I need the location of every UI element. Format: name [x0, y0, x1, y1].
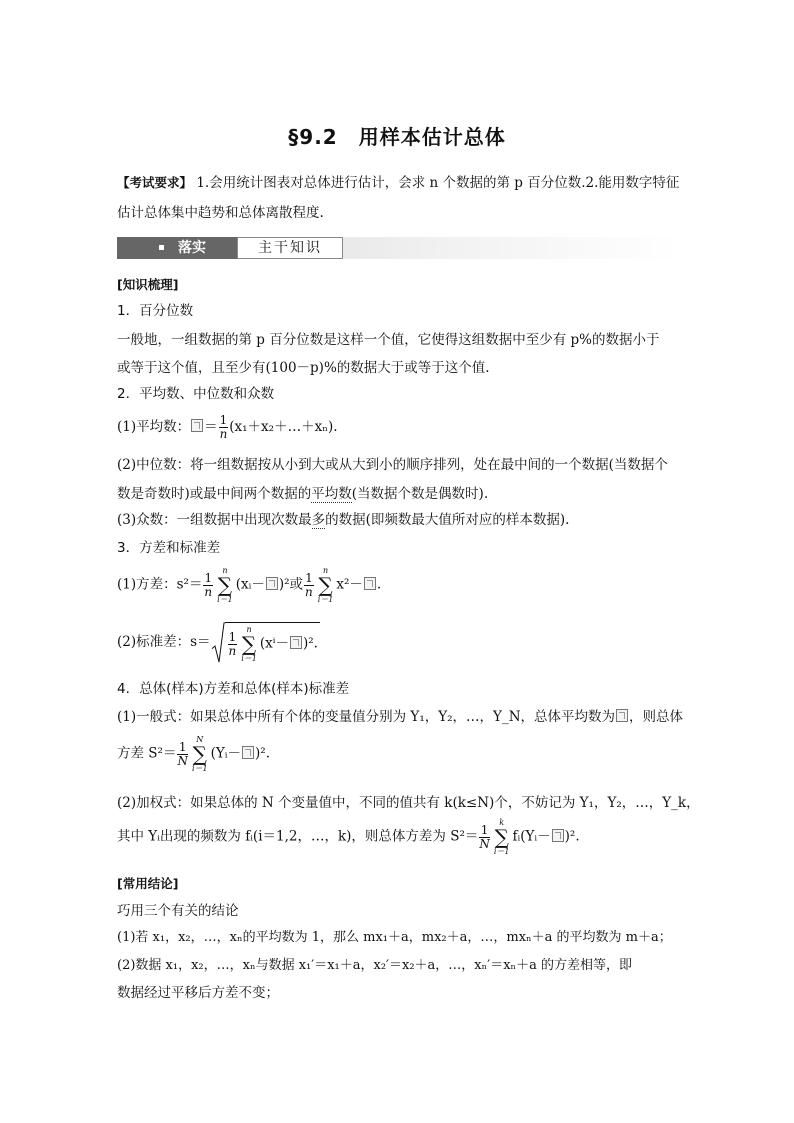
conclusion-1: (1)若 x₁，x₂，…，xₙ的平均数为 1，那么 mx₁＋a，mx₂＋a，…，mxₙ＋a 的平均数为 m＋a；: [117, 930, 672, 945]
median-line-2: [117, 481, 679, 507]
section-4-title: 4．总体(样本)方差和总体(样本)标准差: [117, 681, 350, 697]
weighted-line-1: (2)加权式：如果总体的 N 个变量值中，不同的值共有 k(k≤N)个，不妨记为 Y₁，Y₂，…，Y_k，: [117, 795, 700, 811]
radical-sign-icon: [211, 622, 225, 663]
mode-underlined: 多: [311, 512, 326, 528]
stddev-tail: )².: [302, 635, 318, 652]
requirement-tag: 【考试要求】: [117, 175, 193, 190]
sum-top: N: [196, 735, 204, 744]
y-bar-symbol-icon: [616, 709, 628, 722]
section-1-line-1: 一般地，一组数据的第 p 百分位数是这样一个值，它使得这组数据中至少有 p%的数据小于: [117, 332, 660, 348]
conclusion-2-line-2: 数据经过平移后方差不变；: [117, 985, 279, 1001]
weighted-line-2-mid: fᵢ(Yᵢ－: [512, 828, 551, 845]
mode-text-c: 的数据(即频数最大值所对应的样本数据).: [325, 512, 570, 528]
conclusions-intro: 巧用三个有关的结论: [117, 903, 239, 919]
stddev-inner: (xⁱ－: [259, 635, 289, 652]
section-banner: [117, 237, 679, 259]
mode-line: [117, 507, 679, 533]
summation-symbol: n ∑ i＝1: [317, 566, 334, 604]
frac-num: 1: [228, 629, 237, 644]
frac-num: 1: [178, 739, 187, 754]
frac-den: N: [177, 753, 188, 768]
frac-den: n: [305, 584, 313, 599]
median-line-1: (2)中位数：将一组数据按从小到大或从大到小的顺序排列，处在最中间的一个数据(当数据个: [117, 457, 668, 473]
summation-symbol: k ∑ i＝1: [493, 818, 510, 856]
median-text-c: (当数据个数是偶数时).: [351, 486, 489, 502]
population-variance-formula: [117, 735, 270, 773]
x-bar-symbol-icon: [266, 577, 278, 590]
section-2-title: 2．平均数、中位数和众数: [117, 386, 275, 402]
mean-expression: (x₁＋x₂＋…＋xₙ).: [229, 419, 338, 435]
general-line-2-label: 方差 S²＝: [117, 745, 177, 762]
banner-right: 主干知识: [237, 237, 343, 259]
banner-left-label: 落实: [178, 240, 206, 256]
general-line-1: [117, 704, 684, 730]
x-bar-squared-symbol-icon: [364, 577, 376, 590]
weighted-variance-formula: [117, 818, 580, 856]
sum-bottom: i＝1: [493, 847, 510, 856]
general-line-2-end: )².: [255, 745, 270, 762]
weighted-line-2-label: 其中 Yᵢ出现的频数为 fᵢ(i＝1,2，…，k)，则总体方差为 S²＝: [117, 828, 479, 845]
sum-top: n: [246, 625, 252, 634]
y-bar-symbol-icon: [552, 829, 564, 842]
section-3-title: 3．方差和标准差: [117, 540, 221, 556]
sum-top: k: [499, 818, 505, 827]
banner-left: [117, 237, 237, 259]
summation-symbol: n ∑ i＝1: [217, 566, 233, 604]
variance-formula: (1)方差：s²＝ $\frac{1}{n}$ n ∑ i＝1 (xᵢ－ )²或 $\frac{1}{n}$ n ∑ i＝1 x²－ .: [117, 566, 382, 604]
sum-bottom: i＝1: [191, 764, 208, 773]
section-1-title: 1．百分位数: [117, 303, 194, 319]
fraction-1-over-N: [177, 741, 188, 768]
fraction-1-over-n: [304, 572, 314, 599]
mean-label: (1)平均数：: [117, 419, 191, 435]
knowledge-header: [知识梳理]: [117, 277, 179, 292]
frac-num: 1: [305, 570, 313, 585]
stddev-label: (2)标准差：s＝: [117, 634, 211, 650]
square-root: [211, 622, 320, 663]
general-line-2-mid: (Yᵢ－: [210, 745, 242, 762]
variance-tail: x²－: [336, 576, 363, 593]
fraction-1-over-n: [203, 572, 213, 599]
sum-bottom: i＝1: [317, 595, 334, 604]
sum-bottom: i＝1: [241, 654, 257, 663]
mode-text-a: (3)众数：一组数据中出现次数最: [117, 512, 312, 528]
exam-requirement: [117, 168, 681, 228]
frac-den: n: [204, 584, 213, 599]
frac-num: 1: [219, 413, 228, 427]
sum-top: n: [322, 566, 329, 575]
weighted-line-2-end: )².: [564, 828, 580, 845]
sum-top: n: [222, 566, 228, 575]
requirement-line-1: 1.会用统计图表对总体进行估计，会求 n 个数据的第 p 百分位数.2.能用数字特征: [196, 175, 680, 191]
x-bar-symbol-icon: [290, 636, 302, 649]
mean-formula: (1)平均数： ＝ $\frac{1}{n}$ (x₁＋x₂＋…＋xₙ).: [117, 413, 338, 441]
fraction-1-over-n: [228, 631, 238, 658]
summation-symbol: N ∑ i＝1: [191, 735, 208, 773]
median-text-a: 数是奇数时)或最中间两个数据的: [117, 486, 312, 502]
square-bullet-icon: [159, 245, 164, 250]
requirement-line-2: 估计总体集中趋势和总体离散程度.: [117, 205, 324, 221]
frac-num: 1: [480, 822, 489, 837]
variance-label: (1)方差：s²＝: [117, 576, 203, 593]
summation-symbol: n ∑ i＝1: [241, 625, 257, 663]
y-bar-symbol-icon: [242, 746, 254, 759]
variance-mid: (xᵢ－: [235, 576, 265, 593]
conclusions-header: [常用结论]: [117, 876, 179, 891]
frac-num: 1: [204, 570, 213, 585]
frac-den: n: [228, 643, 237, 658]
fraction-1-over-N: [479, 824, 490, 851]
page-title: §9.2 用样本估计总体: [288, 125, 506, 149]
fraction-1-over-n: [219, 414, 229, 441]
stddev-formula: [117, 622, 320, 663]
sum-bottom: i＝1: [217, 595, 233, 604]
conclusion-2-line-1: (2)数据 x₁，x₂，…，xₙ与数据 x₁′＝x₁＋a，x₂′＝x₂＋a，…，xₙ′＝xₙ＋a 的方差相等，即: [117, 958, 633, 973]
general-text: (1)一般式：如果总体中所有个体的变量值分别为 Y₁，Y₂，…，Y_N，总体平均数为: [117, 709, 616, 725]
x-bar-symbol-icon: [191, 419, 203, 432]
frac-den: N: [479, 836, 490, 851]
frac-den: n: [219, 427, 228, 441]
median-underlined: 平均数: [311, 486, 352, 502]
general-text-end: ，则总体: [629, 709, 684, 725]
section-1-line-2: 或等于这个值，且至少有(100－p)%的数据大于或等于这个值.: [117, 360, 490, 376]
variance-or: )²或: [278, 576, 304, 593]
